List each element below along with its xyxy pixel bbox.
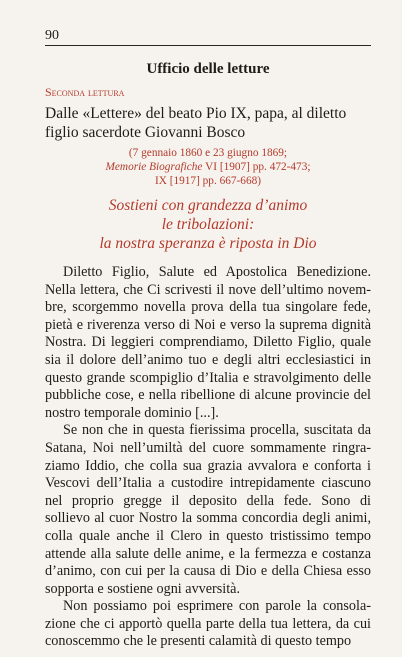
- reading-body: [45, 264, 371, 651]
- paragraph: Non possiamo poi esprimere con parole la consolazione che ci apportò quella parte della tua lettera, da cui conoscemmo che le presenti calamità di questo tempo: [45, 598, 371, 650]
- citation-work-title: Memorie Biografiche: [105, 161, 203, 173]
- epigraph-line-2: le tribolazioni:: [161, 216, 255, 233]
- citation-line-2: [45, 160, 371, 174]
- epigraph-line-3: la nostra speranza è riposta in Dio: [99, 235, 317, 252]
- paragraph: Se non che in questa fierissima procella, suscitata da Satana, Noi nell’umiltà del cuore sommamente ringraziamo Iddio, che colla sua grazia avvalora e conforta i Vescovi dell’Italia a custodire intrepidamente ciascuno nel proprio gregge il deposito della fede. Sono di sollievo al cuor Nostro la somma concordia degli animi, colla quale anche il Clero in questo tristissimo tempo attende alla salute delle anime, e la fermezza e costanza d’animo, con cui per la causa di Dio e della Chiesa esso sopporta e sostiene ogni avversità.: [45, 422, 371, 597]
- page-number: 90: [45, 28, 59, 43]
- source-citation: [45, 146, 371, 188]
- reading-intro: Dalle «Lettere» del beato Pio IX, papa, al diletto figlio sacerdote Giovanni Bosco: [45, 105, 347, 141]
- paragraph: Diletto Figlio, Salute ed Apostolica Benedizione. Nella lettera, che Ci scrivesti il nove dell’ultimo novembre, scorgemmo novella prova della tua singolare fede, pietà e riverenza verso di Noi e verso la suprema dignità Nostra. Di leggieri comprendiamo, Diletto Figlio, quale sia il dolore dell’animo tuo e degli altri ecclesiastici in questo grande scompiglio d’Italia e stravolgimento delle pubbliche cose, e nella ribellione di alcune provincie del nostro temporale dominio [...].: [45, 264, 371, 421]
- citation-line-1: (7 gennaio 1860 e 23 giugno 1869;: [128, 147, 288, 159]
- citation-line-3: IX [1917] pp. 667-668): [154, 175, 262, 187]
- citation-volume-pages: VI [1907] pp. 472-473;: [202, 161, 311, 173]
- header-rule: [45, 45, 371, 46]
- reading-epigraph: [45, 196, 371, 253]
- office-title: Ufficio delle letture: [146, 61, 270, 77]
- section-label: Seconda lettura: [45, 85, 125, 99]
- page-header: [45, 28, 371, 46]
- reading-content: [45, 60, 371, 651]
- epigraph-line-1: Sostieni con grandezza d’animo: [108, 197, 308, 214]
